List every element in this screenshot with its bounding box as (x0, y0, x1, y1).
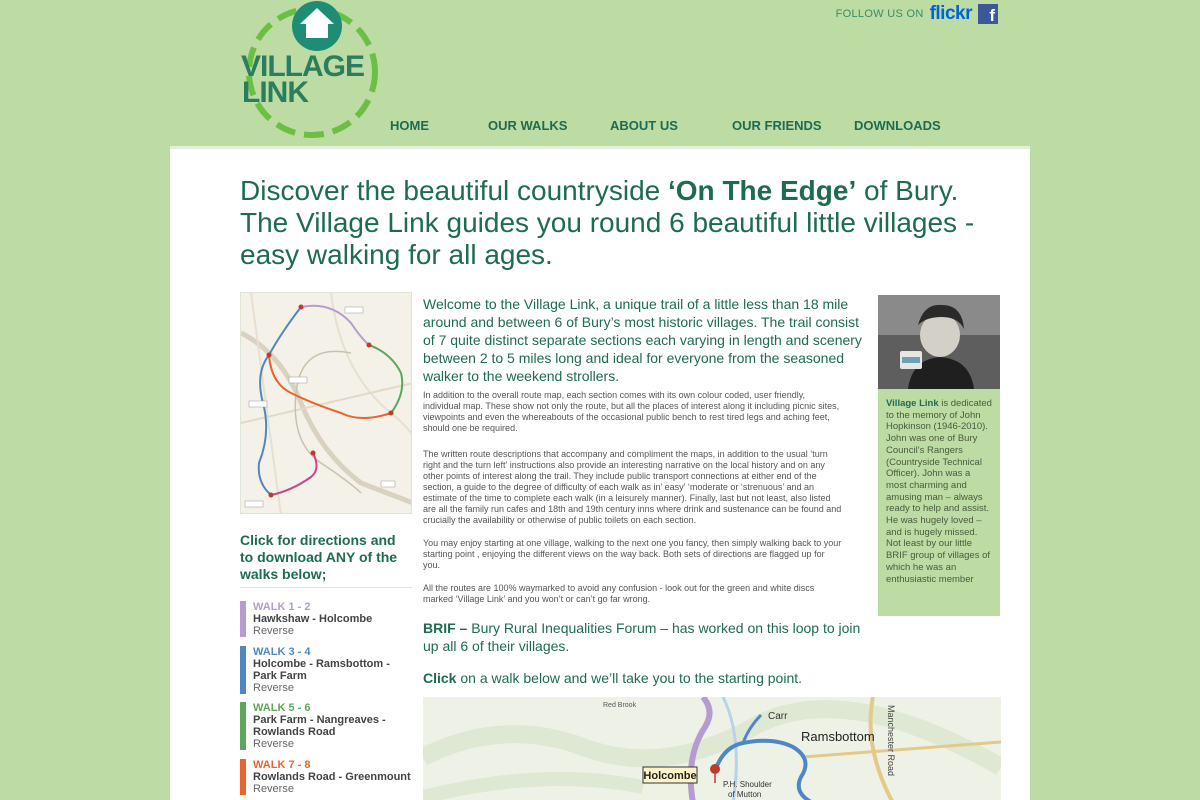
nav-our-walks[interactable]: OUR WALKS (488, 118, 568, 133)
click-instruction (423, 669, 863, 687)
map-label-manchester-road: Manchester Road (886, 705, 896, 777)
body-paragraph-maps: In addition to the overall route map, each section comes with its own colour coded, user friendly, individual map. These show not only the route, but all the places of interest along it including picnic sites, viewpoints and even the whereabouts of the occasional public bench to rest tired legs and aching feet, should one be required. (423, 390, 840, 433)
main-navigation (390, 118, 1010, 136)
logo-word-village: VILLAGE (241, 50, 365, 83)
headline-emphasis: ‘On The Edge’ (668, 175, 857, 206)
walk-3-4-link[interactable] (240, 646, 415, 694)
walk-1-2-link[interactable] (240, 601, 415, 637)
walks-list-heading: Click for directions and to download ANY of the walks below; (240, 532, 398, 582)
nav-home[interactable]: HOME (390, 118, 429, 133)
memorial-text: is dedicated to the memory of John Hopkinson (1946-2010). John was one of Bury Council’s Rangers (Countryside Technical Officer). John was a most charming and amusing man – always ready to help and assist. He was hugely loved – and is hugely missed. Not least by our little BRIF group of villages of which he was an enthusiastic member (886, 398, 992, 585)
walk-title: WALK 1 - 2 (253, 601, 311, 613)
map-label-red-brook: Red Brook (603, 702, 637, 709)
walk-start-map-graphic (423, 697, 1001, 800)
overview-route-map[interactable] (240, 292, 412, 514)
headline-part-2: of Bury. The Village Link guides you round 6 beautiful little villages - easy walking for all ages. (240, 175, 975, 270)
walk-title: WALK 3 - 4 (253, 646, 311, 658)
divider (240, 587, 412, 588)
walk-reverse-link[interactable]: Reverse (253, 625, 294, 637)
walk-route: Hawkshaw - Holcombe (253, 613, 373, 625)
nav-downloads[interactable]: DOWNLOADS (854, 118, 941, 133)
walk-route: Holcombe - Ramsbottom - Park Farm (253, 658, 390, 682)
site-header (170, 0, 1030, 146)
map-label-ramsbottom: Ramsbottom (801, 729, 875, 744)
memorial-name: Village Link (886, 398, 939, 409)
walk-color-bar (240, 601, 246, 637)
overview-map-graphic (241, 293, 412, 514)
map-label-ph-shoulder: P.H. Shoulder (723, 780, 772, 789)
flickr-icon[interactable]: flickr (929, 3, 972, 24)
page-headline (240, 175, 1010, 271)
walk-start-map[interactable] (423, 697, 1001, 800)
walk-color-bar (240, 759, 246, 795)
body-paragraph-descriptions: The written route descriptions that accompany and compliment the maps, in addition to the usual ‘turn right and the turn left’ instructions also provide an interesting narrative on the local history and on any other points of interest along the trail. They include public transport connections at either end of the section, a guide to the degree of difficulty of each walk as in’ easy’ ‘moderate or ‘strenuous’ and an estimate of the time to complete each walk (in a leisurely manner). Finally, last but not least, also listed are all the family run cafes and 18th and 19th century inns where drink and sustenance can be found and crucially the availability or otherwise of public toilets on each section. (423, 449, 842, 525)
walk-route: Park Farm - Nangreaves - Rowlands Road (253, 714, 386, 738)
nav-about-us[interactable]: ABOUT US (610, 118, 678, 133)
social-links (836, 3, 998, 25)
memorial-photo (878, 295, 1000, 389)
village-link-logo[interactable] (240, 0, 380, 140)
facebook-icon[interactable]: f (978, 4, 998, 24)
brif-bold: BRIF – (423, 620, 468, 636)
brif-text: Bury Rural Inequalities Forum – has worked on this loop to join up all 6 of their villages. (423, 620, 861, 654)
portrait-graphic (878, 295, 1000, 389)
logo-word-link: LINK (242, 76, 308, 109)
walk-reverse-link[interactable]: Reverse (253, 783, 294, 795)
map-label-carr: Carr (768, 711, 788, 722)
walk-title: WALK 5 - 6 (253, 702, 311, 714)
walk-route: Rowlands Road - Greenmount (253, 771, 411, 783)
map-label-holcombe: Holcombe (643, 770, 697, 782)
walk-reverse-link[interactable]: Reverse (253, 682, 294, 694)
memorial-text-box (878, 389, 1000, 616)
main-content (170, 146, 1030, 800)
walk-reverse-link[interactable]: Reverse (253, 738, 294, 750)
walk-color-bar (240, 702, 246, 750)
headline-part-1: Discover the beautiful countryside (240, 175, 668, 206)
walk-5-6-link[interactable] (240, 702, 415, 750)
body-paragraph-start: You may enjoy starting at one village, walking to the next one you fancy, then simply walking back to your starting point , enjoying the different views on the way back. Both sets of directions are flagged up for you. (423, 538, 842, 570)
nav-our-friends[interactable]: OUR FRIENDS (732, 118, 822, 133)
map-label-of-mutton: of Mutton (728, 790, 762, 799)
walk-title: WALK 7 - 8 (253, 759, 311, 771)
click-bold: Click (423, 670, 457, 686)
walk-color-bar (240, 646, 246, 694)
brif-paragraph (423, 619, 863, 655)
click-text: on a walk below and we’ll take you to the starting point. (456, 670, 803, 686)
follow-us-label: FOLLOW US ON (835, 8, 924, 20)
intro-paragraph: Welcome to the Village Link, a unique trail of a little less than 18 mile around and between 6 of Bury’s most historic villages. The trail consist of 7 quite distinct separate sections each varying in length and scenery between 2 to 5 miles long and ideal for everyone from the seasoned walker to the weekend strollers. (423, 296, 862, 384)
body-paragraph-waymarks: All the routes are 100% waymarked to avoid any confusion - look out for the green and white discs marked ‘Village Link’ and you won’t or can’t go far wrong. (423, 583, 815, 604)
walk-7-8-link[interactable] (240, 759, 415, 795)
